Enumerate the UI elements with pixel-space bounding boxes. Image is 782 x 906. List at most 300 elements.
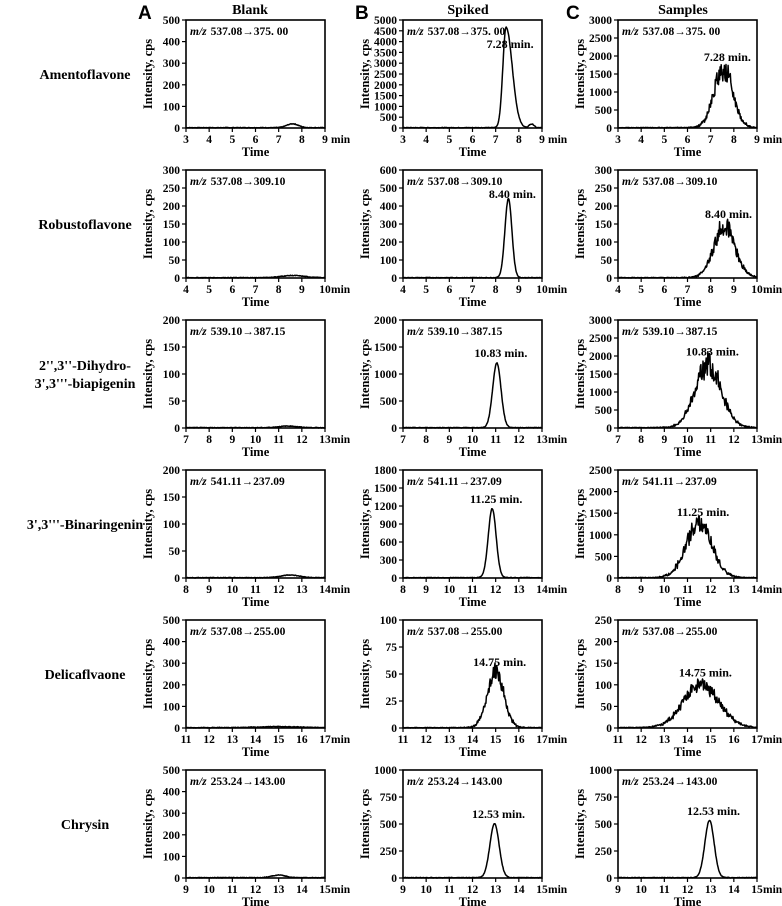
y-tick-label: 1500 [589,508,612,521]
x-tick-label: 5 [638,284,645,296]
x-tick-label: 6 [446,284,453,296]
transition-prefix: m/z [622,176,639,188]
chromatogram-panel [573,315,782,459]
y-tick-label: 750 [594,792,612,804]
y-tick-label: 0 [391,423,397,435]
x-axis-title: Time [241,895,270,906]
chromatogram-trace [186,426,325,428]
y-tick-label: 0 [606,273,612,285]
chromatogram-panel [141,15,351,159]
transition-prefix: m/z [190,626,207,638]
y-tick-label: 300 [162,808,180,821]
chromatogram-panel [358,15,568,159]
transition-label [622,626,718,638]
y-tick-label: 1000 [589,529,612,542]
y-axis-title: Intensity, cps [358,188,372,260]
chromatogram-trace [403,509,542,578]
chromatogram-panel [358,315,568,459]
y-tick-label: 400 [162,36,180,49]
x-tick-label: 12 [635,734,647,746]
x-unit-label: min [763,584,782,596]
x-tick-label: 8 [515,134,522,146]
y-tick-label: 1500 [374,342,397,354]
x-tick-label: 4 [615,284,621,296]
x-tick-label: 14 [296,884,308,896]
x-tick-label: 7 [684,284,691,296]
x-tick-label: 11 [397,734,409,746]
y-tick-label: 0 [174,573,180,585]
x-tick-label: 5 [229,134,236,146]
y-tick-label: 0 [174,423,180,435]
transition-prefix: m/z [622,326,639,338]
x-tick-label: 8 [206,434,213,446]
transition-label [190,626,286,638]
x-tick-label: 9 [730,284,737,296]
y-tick-label: 0 [391,123,397,135]
retention-time-annotation: 11.25 min. [470,492,523,506]
x-tick-label: 15 [704,734,717,746]
y-tick-label: 100 [162,369,180,381]
transition-value: 537.08→255.00 [642,626,718,638]
y-tick-label: 0 [391,873,397,885]
x-unit-label: min [548,284,568,296]
x-tick-label: 10 [226,584,239,596]
x-tick-label: 7 [400,434,406,446]
x-tick-label: 13 [319,434,331,446]
transition-value: 537.08→375. 00 [210,26,289,38]
x-tick-label: 11 [490,434,502,446]
y-tick-label: 4500 [374,25,397,38]
transition-value: 537.08→309.10 [427,176,503,188]
y-tick-label: 900 [379,519,397,531]
x-tick-label: 9 [298,284,305,296]
y-tick-label: 400 [379,201,397,213]
y-tick-label: 500 [162,15,180,27]
x-tick-label: 13 [704,884,717,896]
x-tick-label: 4 [183,284,189,296]
chromatogram-panel [573,465,782,609]
x-tick-label: 10 [536,284,548,296]
y-tick-label: 0 [606,873,612,885]
y-tick-label: 0 [606,123,612,135]
y-axis-title: Intensity, cps [573,788,587,860]
y-tick-label: 50 [168,396,180,408]
y-axis-title: Intensity, cps [358,38,372,110]
y-tick-label: 500 [379,112,397,125]
y-tick-label: 200 [594,636,612,649]
x-tick-label: 17 [319,734,331,746]
y-tick-label: 200 [379,237,397,249]
y-tick-label: 1500 [374,90,397,103]
y-axis-title: Intensity, cps [358,488,372,560]
x-unit-label: min [331,134,351,146]
x-tick-label: 8 [615,584,621,596]
transition-prefix: m/z [622,776,639,788]
x-unit-label: min [331,884,351,896]
x-tick-label: 14 [681,734,694,746]
x-tick-label: 6 [229,284,236,296]
transition-label [190,26,289,38]
x-tick-label: 12 [728,434,740,446]
y-tick-label: 400 [162,636,180,649]
y-tick-label: 500 [379,396,397,408]
y-tick-label: 400 [162,786,180,799]
x-tick-label: 13 [443,734,456,746]
column-letter-a: A [138,3,152,24]
x-tick-label: 12 [272,584,285,596]
x-tick-label: 8 [400,584,406,596]
x-tick-label: 15 [536,884,548,896]
compound-name: Amentoflavone [39,68,131,83]
transition-label [407,476,502,488]
y-axis-title: Intensity, cps [358,638,372,710]
x-tick-label: 15 [489,734,502,746]
x-tick-label: 12 [420,734,432,746]
x-tick-label: 11 [273,434,285,446]
y-tick-label: 75 [385,642,397,654]
x-tick-label: 16 [296,734,308,746]
x-tick-label: 13 [272,884,285,896]
x-unit-label: min [548,734,568,746]
y-tick-label: 200 [162,79,180,92]
y-tick-label: 100 [379,615,397,627]
x-tick-label: 7 [492,134,499,146]
x-tick-label: 5 [661,134,668,146]
y-axis-title: Intensity, cps [141,188,155,260]
chromatogram-trace [618,821,757,879]
transition-value: 541.11→237.09 [642,476,717,488]
y-tick-label: 1500 [374,483,397,495]
y-tick-label: 150 [162,492,180,504]
transition-value: 541.11→237.09 [427,476,502,488]
y-tick-label: 250 [594,183,612,195]
y-tick-label: 1200 [374,501,397,513]
y-tick-label: 150 [594,658,612,671]
y-tick-label: 100 [594,679,612,692]
transition-prefix: m/z [407,476,424,488]
x-axis-title: Time [458,295,487,309]
x-tick-label: 13 [296,584,308,596]
y-tick-label: 300 [594,165,612,177]
y-tick-label: 200 [162,315,180,327]
x-axis-title: Time [673,295,702,309]
y-tick-label: 2500 [589,333,612,345]
y-axis-title: Intensity, cps [358,788,372,860]
x-tick-label: 9 [446,434,453,446]
x-tick-label: 14 [513,884,525,896]
x-tick-label: 11 [705,434,717,446]
y-tick-label: 4000 [374,36,397,49]
transition-prefix: m/z [190,776,207,788]
x-tick-label: 3 [615,134,621,146]
y-tick-label: 300 [379,555,397,567]
y-tick-label: 1500 [589,369,612,381]
retention-time-annotation: 7.28 min. [486,37,534,51]
transition-value: 537.08→255.00 [427,626,503,638]
x-tick-label: 17 [751,734,763,746]
y-tick-label: 500 [594,819,612,831]
x-tick-label: 11 [226,884,238,896]
x-tick-label: 9 [661,434,668,446]
chromatogram-panel [141,765,351,906]
y-tick-label: 500 [379,819,397,831]
column-letter-b: B [355,3,369,24]
chromatogram-trace [618,219,757,278]
transition-label [190,476,285,488]
y-tick-label: 0 [174,123,180,135]
y-tick-label: 200 [594,201,612,213]
x-unit-label: min [763,134,782,146]
y-tick-label: 150 [594,219,612,231]
x-unit-label: min [548,134,568,146]
y-tick-label: 250 [594,615,612,627]
x-tick-label: 9 [400,884,406,896]
compound-name: 3',3'''-Binaringenin [26,518,144,533]
y-tick-label: 1000 [374,101,397,114]
x-tick-label: 14 [536,584,548,596]
x-unit-label: min [331,734,351,746]
x-unit-label: min [763,434,782,446]
column-title-blank: Blank [232,3,268,18]
x-tick-label: 5 [423,284,430,296]
x-tick-label: 3 [400,134,406,146]
x-unit-label: min [763,734,782,746]
x-tick-label: 9 [322,134,328,146]
chromatogram-trace [618,352,757,428]
y-tick-label: 0 [391,273,397,285]
y-tick-label: 1000 [374,765,397,777]
x-tick-label: 4 [423,134,430,146]
y-tick-label: 100 [162,237,180,249]
y-tick-label: 0 [606,423,612,435]
x-tick-label: 4 [206,134,213,146]
column-title-spiked: Spiked [447,3,489,18]
transition-prefix: m/z [407,326,424,338]
x-tick-label: 10 [249,434,262,446]
x-tick-label: 11 [250,584,261,596]
retention-time-annotation: 11.25 min. [676,504,730,519]
x-axis-title: Time [673,445,702,459]
x-tick-label: 13 [489,884,502,896]
x-tick-label: 8 [638,434,645,446]
y-tick-label: 1000 [589,765,612,777]
y-tick-label: 0 [391,573,397,585]
x-tick-label: 10 [319,284,331,296]
y-tick-label: 500 [594,551,612,564]
x-tick-label: 8 [492,284,499,296]
x-tick-label: 11 [443,884,455,896]
x-tick-label: 10 [681,434,694,446]
transition-label [407,626,503,638]
y-tick-label: 50 [168,546,180,558]
column-title-samples: Samples [658,3,708,18]
chromatogram-panel [141,465,351,609]
x-tick-label: 15 [751,884,763,896]
x-unit-label: min [548,434,568,446]
x-tick-label: 7 [707,134,714,146]
chromatogram-panel [573,15,782,159]
y-tick-label: 2000 [374,315,397,327]
x-tick-label: 14 [751,584,763,596]
chromatogram-trace [186,875,325,878]
y-tick-label: 750 [379,792,397,804]
transition-value: 537.08→309.10 [210,176,286,188]
chromatogram-panel [141,165,351,309]
y-tick-label: 50 [600,701,612,714]
y-tick-label: 1000 [374,369,397,381]
x-tick-label: 13 [751,434,763,446]
y-tick-label: 100 [162,851,180,864]
y-tick-label: 2000 [589,51,612,63]
x-tick-label: 11 [180,734,192,746]
y-tick-label: 2000 [589,351,612,363]
y-tick-label: 600 [379,537,397,549]
x-tick-label: 4 [400,284,406,296]
transition-value: 539.10→387.15 [210,326,286,338]
y-tick-label: 0 [606,723,612,735]
y-axis-title: Intensity, cps [573,38,587,110]
x-unit-label: min [763,284,782,296]
x-axis-title: Time [673,145,702,159]
transition-prefix: m/z [190,476,207,488]
x-tick-label: 7 [252,284,259,296]
retention-time-annotation: 10.83 min. [685,344,739,359]
y-tick-label: 500 [594,105,612,117]
y-tick-label: 1500 [589,69,612,81]
x-tick-label: 10 [466,434,479,446]
y-tick-label: 0 [174,273,180,285]
x-tick-label: 11 [467,584,478,596]
x-axis-title: Time [458,445,487,459]
x-tick-label: 8 [183,584,189,596]
x-axis-title: Time [458,145,487,159]
chromatogram-trace [403,363,542,428]
x-axis-title: Time [241,295,270,309]
x-tick-label: 10 [203,884,215,896]
x-tick-label: 13 [226,734,239,746]
x-tick-label: 9 [229,434,236,446]
y-axis-title: Intensity, cps [141,338,155,410]
x-tick-label: 11 [658,884,670,896]
x-tick-label: 9 [423,584,430,596]
transition-value: 537.08→309.10 [642,176,718,188]
x-tick-label: 8 [298,134,305,146]
transition-label [622,176,718,188]
x-tick-label: 14 [466,734,479,746]
x-axis-title: Time [673,745,702,759]
x-tick-label: 9 [615,884,621,896]
chromatogram-panel [573,765,782,906]
transition-label [622,776,718,788]
x-unit-label: min [548,884,568,896]
chromatogram-trace [618,516,757,578]
transition-label [622,26,721,38]
transition-value: 253.24→143.00 [427,776,503,788]
y-tick-label: 1000 [589,87,612,99]
x-tick-label: 13 [658,734,671,746]
retention-time-annotation: 8.40 min. [488,187,536,201]
x-tick-label: 13 [728,584,740,596]
y-tick-label: 300 [162,658,180,671]
x-tick-label: 10 [635,884,647,896]
x-tick-label: 4 [638,134,645,146]
compound-name: Chrysin [60,818,110,833]
x-unit-label: min [331,284,351,296]
y-tick-label: 250 [594,846,612,858]
x-tick-label: 7 [615,434,621,446]
retention-time-annotation: 8.40 min. [705,207,753,221]
transition-value: 537.08→375. 00 [427,26,506,38]
x-tick-label: 14 [728,884,740,896]
x-tick-label: 17 [536,734,548,746]
x-tick-label: 12 [466,884,479,896]
x-tick-label: 14 [319,584,331,596]
y-tick-label: 3000 [374,58,397,71]
y-tick-label: 500 [162,615,180,627]
transition-value: 253.24→143.00 [642,776,718,788]
x-axis-title: Time [241,445,270,459]
y-axis-title: Intensity, cps [141,638,155,710]
y-tick-label: 2500 [589,465,612,477]
transition-label [407,776,503,788]
transition-label [190,776,286,788]
y-tick-label: 5000 [374,15,397,27]
x-axis-title: Time [673,895,702,906]
x-tick-label: 6 [661,284,668,296]
chromatogram-panel [573,165,782,309]
y-tick-label: 2000 [374,79,397,92]
transition-prefix: m/z [407,776,424,788]
x-tick-label: 10 [658,584,671,596]
retention-time-annotation: 7.28 min. [703,49,751,64]
x-axis-title: Time [458,895,487,906]
x-tick-label: 10 [443,584,456,596]
x-tick-label: 9 [515,284,522,296]
transition-value: 539.10→387.15 [642,326,718,338]
chromatogram-trace [403,824,542,878]
x-axis-title: Time [673,595,702,609]
y-tick-label: 250 [379,846,397,858]
transition-label [190,326,286,338]
transition-value: 537.08→375. 00 [642,26,721,38]
y-axis-title: Intensity, cps [141,488,155,560]
transition-label [622,476,717,488]
transition-label [190,176,286,188]
chromatogram-trace [618,65,757,129]
y-tick-label: 3500 [374,47,397,60]
x-tick-label: 10 [420,884,432,896]
x-tick-label: 11 [682,584,693,596]
chromatogram-panel [358,765,568,906]
y-tick-label: 500 [379,183,397,195]
x-tick-label: 9 [183,884,189,896]
y-axis-title: Intensity, cps [573,188,587,260]
y-tick-label: 2000 [589,486,612,499]
y-tick-label: 300 [379,219,397,231]
column-letter-c: C [566,3,580,24]
y-axis-title: Intensity, cps [573,638,587,710]
compound-name: Delicaflvaone [44,668,126,683]
transition-prefix: m/z [407,626,424,638]
y-tick-label: 100 [594,237,612,249]
transition-label [407,326,503,338]
transition-prefix: m/z [407,26,424,38]
x-tick-label: 8 [275,284,282,296]
y-tick-label: 0 [174,873,180,885]
x-tick-label: 12 [296,434,308,446]
y-tick-label: 250 [162,183,180,195]
x-unit-label: min [548,584,568,596]
